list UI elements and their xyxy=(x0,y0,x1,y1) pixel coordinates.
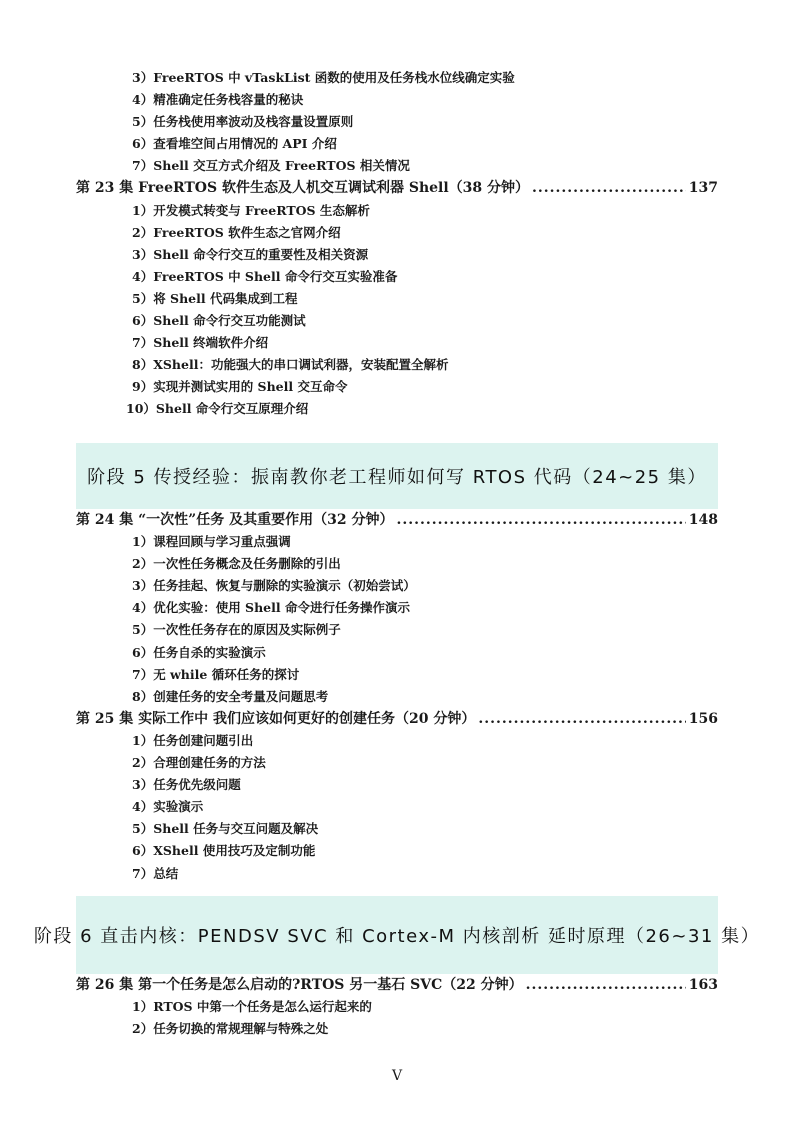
toc-subitem: 1）课程回顾与学习重点强调 xyxy=(132,534,291,550)
toc-subitem: 7）总结 xyxy=(132,865,179,881)
toc-subitem: 8）创建任务的安全考量及问题思考 xyxy=(132,688,329,704)
toc-subitem: 5）一次性任务存在的原因及实际例子 xyxy=(132,622,341,638)
episode-23-entry[interactable] xyxy=(76,177,718,199)
stage-5-heading: 阶段 5 传授经验：振南教你老工程师如何写 RTOS 代码（24~25 集） xyxy=(87,467,707,488)
toc-subitem: 7）Shell 交互方式介绍及 FreeRTOS 相关情况 xyxy=(132,158,410,174)
toc-subitem: 6）查看堆空间占用情况的 API 介绍 xyxy=(132,136,337,152)
toc-block-1 xyxy=(76,67,718,421)
page-number: 137 xyxy=(688,180,718,197)
toc-subitem: 10）Shell 命令行交互原理介绍 xyxy=(126,401,309,417)
episode-26-entry[interactable] xyxy=(76,974,718,996)
stage-5-banner xyxy=(76,443,718,509)
page-number: 148 xyxy=(688,512,718,528)
toc-subitem: 5）Shell 任务与交互问题及解决 xyxy=(132,821,319,837)
page-number: 156 xyxy=(688,710,718,727)
toc-subitem: 7）Shell 终端软件介绍 xyxy=(132,335,269,351)
toc-subitem: 3）Shell 命令行交互的重要性及相关资源 xyxy=(132,246,369,262)
episode-title: 第 26 集 第一个任务是怎么启动的?RTOS 另一基石 SVC（22 分钟） xyxy=(76,977,523,993)
toc-subitem: 3）任务挂起、恢复与删除的实验演示（初始尝试） xyxy=(132,578,416,594)
toc-subitem: 5）任务栈使用率波动及栈容量设置原则 xyxy=(132,114,354,130)
toc-subitem: 1）任务创建问题引出 xyxy=(132,732,254,748)
toc-subitem: 7）无 while 循环任务的探讨 xyxy=(132,666,300,682)
toc-subitem: 1）开发模式转变与 FreeRTOS 生态解析 xyxy=(132,202,370,218)
episode-25-entry[interactable] xyxy=(76,708,718,730)
stage-6-heading: 阶段 6 直击内核：PENDSV SVC 和 Cortex-M 内核剖析 延时原理（26~31 集） xyxy=(33,926,761,947)
episode-title: 第 25 集 实际工作中 我们应该如何更好的创建任务（20 分钟） xyxy=(76,710,476,727)
toc-subitem: 3）FreeRTOS 中 vTaskList 函数的使用及任务栈水位线确定实验 xyxy=(132,70,515,85)
page-number: 163 xyxy=(688,977,718,993)
leader-dots xyxy=(396,509,685,531)
episode-24-entry[interactable] xyxy=(76,509,718,531)
toc-subitem: 3）任务优先级问题 xyxy=(132,777,241,793)
leader-dots xyxy=(478,708,685,730)
toc-block-2 xyxy=(76,509,718,885)
toc-subitem: 2）FreeRTOS 软件生态之官网介绍 xyxy=(132,224,341,240)
toc-subitem: 6）XShell 使用技巧及定制功能 xyxy=(132,843,316,859)
toc-subitem: 5）将 Shell 代码集成到工程 xyxy=(132,290,298,306)
stage-6-banner xyxy=(33,896,761,974)
episode-title: 第 23 集 FreeRTOS 软件生态及人机交互调试利器 Shell（38 分钟） xyxy=(76,180,530,197)
toc-subitem: 4）实验演示 xyxy=(132,799,204,815)
toc-subitem: 1）RTOS 中第一个任务是怎么运行起来的 xyxy=(132,999,372,1015)
toc-subitem: 2）一次性任务概念及任务删除的引出 xyxy=(132,556,341,572)
toc-block-3 xyxy=(76,974,718,1040)
leader-dots xyxy=(526,974,686,996)
toc-subitem: 9）实现并测试实用的 Shell 交互命令 xyxy=(132,379,348,395)
toc-subitem: 8）XShell：功能强大的串口调试利器，安装配置全解析 xyxy=(132,357,449,373)
toc-subitem: 2）合理创建任务的方法 xyxy=(132,755,266,771)
episode-title: 第 24 集 “一次性”任务 及其重要作用（32 分钟） xyxy=(76,512,394,528)
toc-subitem: 2）任务切换的常规理解与特殊之处 xyxy=(132,1021,329,1037)
toc-subitem: 4）优化实验：使用 Shell 命令进行任务操作演示 xyxy=(132,600,410,616)
toc-subitem: 4）精准确定任务栈容量的秘诀 xyxy=(132,92,304,108)
toc-subitem: 4）FreeRTOS 中 Shell 命令行交互实验准备 xyxy=(132,268,398,284)
toc-subitem: 6）Shell 命令行交互功能测试 xyxy=(132,313,306,329)
toc-subitem: 6）任务自杀的实验演示 xyxy=(132,644,266,660)
leader-dots xyxy=(532,177,686,199)
page-footer-number: V xyxy=(391,1068,403,1084)
